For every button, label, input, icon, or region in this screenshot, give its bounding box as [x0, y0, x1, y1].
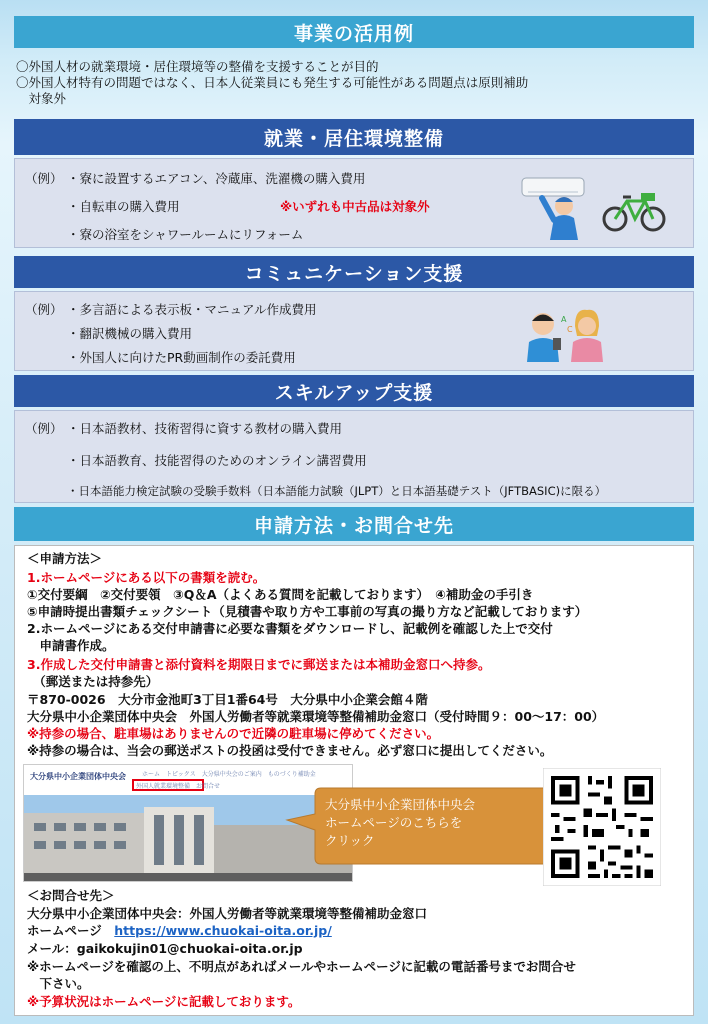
callout-text	[325, 796, 475, 850]
employment-item: ・寮に設置するエアコン、冷蔵庫、洗濯機の購入費用	[67, 171, 366, 186]
apply-docs: ①交付要綱 ②交付要領 ③Q＆A（よくある質問を記載しております） ④補助金の手引き	[27, 587, 534, 602]
skill-box	[14, 410, 694, 503]
inquiry-heading: ＜お問合せ先＞	[27, 888, 115, 903]
apply-docs: ⑤申請時提出書類チェックシート（見積書や取り方や工事前の写真の撮り方など記載しております）	[27, 604, 588, 619]
apply-step-1: 1.ホームページにある以下の書類を読む。	[27, 570, 266, 585]
communication-item: ・多言語による表示板・マニュアル作成費用	[67, 302, 317, 317]
communication-title: コミュニケーション支援	[14, 256, 694, 288]
homepage-link[interactable]: https://www.chuokai-oita.or.jp/	[114, 923, 332, 938]
bicycle-icon	[601, 189, 667, 233]
usage-title: 事業の活用例	[14, 16, 694, 48]
example-label: （例）	[25, 171, 63, 186]
email: メール：gaikokujin01@chuokai-oita.or.jp	[27, 941, 303, 956]
communication-item: ・外国人に向けたPR動画制作の委託費用	[67, 350, 296, 365]
skill-item: ・日本語能力検定試験の受験手数料（日本語能力試験（JLPT）と日本語基礎テスト（JFTBASIC)に限る）	[67, 484, 607, 498]
communication-box	[14, 291, 694, 371]
intro-line: 〇外国人材特有の問題ではなく、日本人従業員にも発生する可能性がある問題点は原則補助	[16, 75, 529, 90]
employment-item: ・寮の浴室をシャワールームにリフォーム	[67, 227, 304, 242]
usage-intro	[16, 59, 696, 107]
site-nav: ホーム トピックス 大分県中央会のご案内 ものづくり補助金	[142, 771, 316, 778]
apply-step-2: 申請書作成。	[27, 638, 115, 653]
svg-text:A: A	[561, 315, 567, 324]
site-name: 大分県中小企業団体中央会	[30, 772, 126, 781]
budget-note: ※予算状況はホームページに記載しております。	[27, 994, 301, 1009]
callout-line: クリック	[325, 833, 375, 848]
communication-item: ・翻訳機械の購入費用	[67, 326, 193, 341]
apply-step-3: 3.作成した交付申請書と添付資料を期限日までに郵送または本補助金窓口へ持参。	[27, 657, 491, 672]
skill-item: ・日本語教育、技能習得のためのオンライン講習費用	[67, 453, 367, 468]
employment-item: ・自転車の購入費用	[67, 199, 180, 214]
skill-title: スキルアップ支援	[14, 375, 694, 407]
skill-item: ・日本語教材、技術習得に資する教材の購入費用	[67, 421, 343, 436]
contact-box	[14, 545, 694, 1016]
inquiry-note: ※ホームページを確認の上、不明点があればメールやホームページに記載の電話番号までお問合せ	[27, 959, 576, 974]
address: 〒870-0026 大分市金池町3丁目1番64号 大分県中小企業会館４階	[27, 692, 428, 707]
site-nav-sub: 外国人就業環境整備 お問合せ	[136, 783, 221, 790]
apply-heading: ＜申請方法＞	[27, 551, 103, 566]
apply-step-2: 2.ホームページにある交付申請書に必要な書類をダウンロードし、記載例を確認した上で交付	[27, 621, 553, 636]
example-label: （例）	[25, 302, 63, 317]
svg-text:C: C	[567, 325, 573, 334]
office: 大分県中小企業団体中央会 外国人労働者等就業環境等整備補助金窓口（受付時間９：00～17：00）	[27, 709, 605, 724]
used-goods-note: ※いずれも中古品は対象外	[280, 199, 430, 214]
intro-line: 〇外国人材の就業環境・居住環境等の整備を支援することが目的	[16, 59, 379, 74]
intro-line: 対象外	[16, 91, 67, 106]
homepage-row	[27, 923, 332, 938]
example-label: （例）	[25, 421, 63, 436]
inquiry-org: 大分県中小企業団体中央会：外国人労働者等就業環境等整備補助金窓口	[27, 906, 428, 921]
employment-title: 就業・居住環境整備	[14, 119, 694, 155]
apply-title: 申請方法・お問合せ先	[14, 507, 694, 541]
callout-line: 大分県中小企業団体中央会	[325, 797, 476, 812]
translation-icon	[523, 302, 605, 362]
post-note: ※持参の場合は、当会の郵送ポストの投函は受付できません。必ず窓口に提出してください。	[27, 743, 553, 758]
inquiry-note: 下さい。	[27, 976, 90, 991]
parking-note: ※持参の場合、駐車場はありませんので近隣の駐車場に停めてください。	[27, 726, 440, 741]
employment-box	[14, 158, 694, 248]
callout-line: ホームページのこちらを	[325, 815, 463, 830]
qr-code-icon[interactable]	[543, 768, 661, 886]
apply-destination: （郵送または持参先）	[27, 674, 159, 689]
air-conditioner-icon	[520, 174, 592, 240]
homepage-label: ホームページ	[27, 923, 115, 938]
